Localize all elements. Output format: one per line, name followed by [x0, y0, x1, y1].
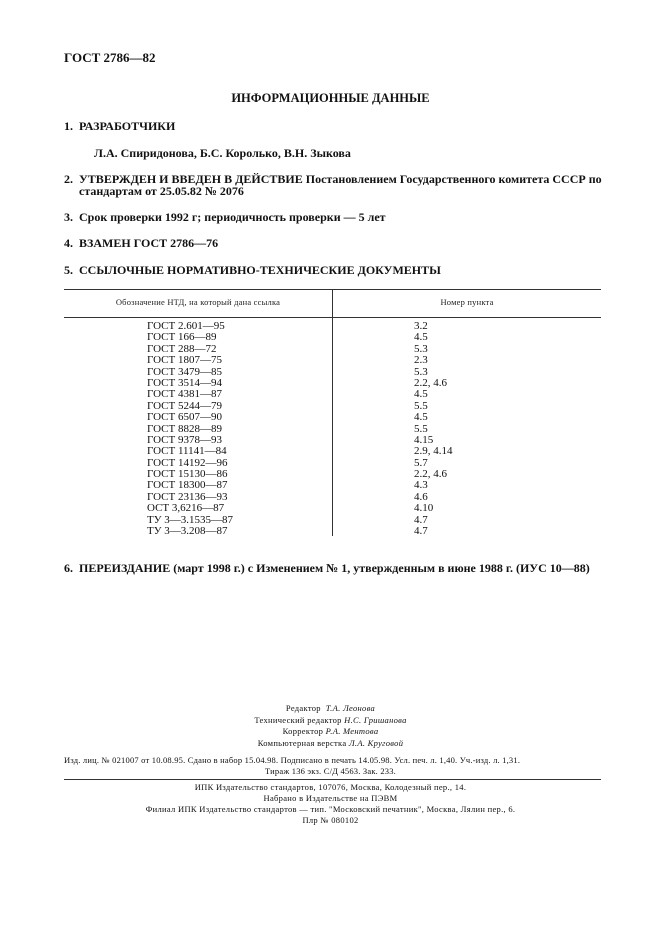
document-code: ГОСТ 2786—82	[64, 50, 156, 65]
footer-rule	[64, 779, 601, 780]
table-cell-document: ОСТ 3,6216—87	[147, 502, 225, 515]
credit-name: Т.А. Леонова	[325, 703, 376, 713]
section-text: ССЫЛОЧНЫЕ НОРМАТИВНО-ТЕХНИЧЕСКИЕ ДОКУМЕНТЫ	[79, 263, 441, 277]
credit-proofreader	[0, 726, 661, 738]
table-cell-clause: 4.7	[414, 525, 428, 538]
credit-tech-editor	[0, 715, 661, 727]
table-cell-clause: 5.5	[414, 422, 428, 435]
table-cell-document: ГОСТ 23136—93	[147, 490, 228, 503]
credit-name: Л.А. Круговой	[348, 737, 404, 748]
table-cell-clause: 5.5	[414, 399, 428, 412]
developers-list: Л.А. Спиридонова, Б.С. Королько, В.Н. Зыкова	[94, 146, 351, 160]
table-cell-document: ГОСТ 3479—85	[147, 365, 222, 378]
table-cell-document: ГОСТ 2.601—95	[147, 320, 225, 332]
table-cell-document: ГОСТ 15130—86	[147, 468, 228, 481]
section-5	[64, 263, 441, 278]
section-number: 6.	[64, 561, 73, 575]
table-column-divider	[332, 289, 333, 536]
table-cell-document: ГОСТ 5244—79	[147, 399, 222, 412]
table-cell-document: ГОСТ 166—89	[147, 331, 217, 344]
credit-role: Корректор	[282, 726, 324, 736]
table-header-document: Обозначение НТД, на который дана ссылка	[115, 297, 281, 307]
section-text: ВЗАМЕН ГОСТ 2786—76	[79, 236, 219, 250]
section-text: Срок проверки 1992 г; периодичность проверки — 5 лет	[79, 210, 386, 224]
publisher-line-3: Филиал ИПК Издательство стандартов — тип. "Московский печатник", Москва, Лялин пер., 6.	[145, 804, 516, 814]
table-cell-clause: 4.10	[414, 502, 434, 515]
table-cell-clause: 4.5	[414, 388, 428, 401]
table-cell-document: ТУ 3—3.208—87	[147, 525, 228, 538]
page-title: ИНФОРМАЦИОННЫЕ ДАННЫЕ	[231, 91, 430, 105]
table-cell-clause: 5.3	[414, 342, 428, 355]
section-6	[64, 561, 590, 576]
credit-layout	[0, 738, 661, 750]
reference-table	[64, 289, 601, 536]
section-text: УТВЕРЖДЕН И ВВЕДЕН В ДЕЙСТВИЕ Постановлением Государственного комитета СССР по	[79, 172, 602, 186]
section-number: 1.	[64, 119, 73, 133]
table-cell-clause: 2.2, 4.6	[414, 376, 447, 389]
table-cell-document: ГОСТ 9378—93	[147, 433, 222, 446]
section-number: 2.	[64, 172, 73, 186]
imprint-line-1: Изд. лиц. № 021007 от 10.08.95. Сдано в набор 15.04.98. Подписано в печать 14.05.98. Усл. печ. л. 1,40. Уч.-изд. л. 1,31.	[64, 755, 521, 765]
table-cell-clause: 2.3	[414, 354, 428, 367]
table-header-clause: Номер пункта	[440, 297, 494, 307]
table-cell-clause: 4.3	[414, 479, 428, 492]
credit-role: Компьютерная верстка	[257, 737, 347, 748]
credit-name: Р.А. Ментова	[325, 726, 379, 736]
table-cell-clause: 4.5	[414, 411, 428, 424]
section-1	[64, 119, 175, 134]
table-cell-clause: 4.15	[414, 433, 434, 446]
section-number: 3.	[64, 210, 73, 224]
clause-column	[414, 321, 453, 537]
table-cell-document: ГОСТ 4381—87	[147, 388, 222, 401]
table-cell-document: ГОСТ 1807—75	[147, 354, 222, 367]
table-cell-clause: 5.7	[414, 456, 428, 469]
table-cell-document: ГОСТ 288—72	[147, 342, 217, 355]
publisher-line-2: Набрано в Издательстве на ПЭВМ	[263, 793, 398, 803]
credit-role: Редактор	[285, 703, 321, 713]
section-number: 5.	[64, 263, 73, 277]
table-cell-clause: 4.6	[414, 490, 428, 503]
publisher-line-4: Плр № 080102	[302, 815, 359, 825]
section-text: РАЗРАБОТЧИКИ	[79, 119, 176, 133]
section-text: ПЕРЕИЗДАНИЕ (март 1998 г.) с Изменением № 1, утвержденным в июне 1988 г. (ИУС 10—88)	[79, 561, 590, 575]
table-cell-document: ГОСТ 6507—90	[147, 411, 222, 424]
table-cell-document: ГОСТ 3514—94	[147, 376, 222, 389]
imprint-line-2: Тираж 136 экз. С/Д 4563. Зак. 233.	[265, 766, 396, 776]
table-cell-document: ГОСТ 8828—89	[147, 422, 222, 435]
publisher-line-1: ИПК Издательство стандартов, 107076, Москва, Колодезный пер., 14.	[194, 782, 467, 792]
table-cell-clause: 2.2, 4.6	[414, 468, 447, 481]
section-4	[64, 236, 218, 251]
section-number: 4.	[64, 236, 73, 250]
table-cell-clause: 5.3	[414, 365, 428, 378]
table-cell-clause: 4.7	[414, 513, 428, 526]
table-cell-clause: 4.5	[414, 331, 428, 344]
credit-editor	[0, 703, 661, 715]
section-2-continuation: стандартам от 25.05.82 № 2076	[79, 184, 244, 198]
table-cell-document: ТУ 3—3.1535—87	[147, 513, 234, 526]
table-cell-document: ГОСТ 18300—87	[147, 479, 228, 492]
table-cell-clause: 2.9, 4.14	[414, 445, 453, 458]
table-cell-document: ГОСТ 11141—84	[147, 445, 227, 458]
table-cell-document: ГОСТ 14192—96	[147, 456, 228, 469]
credit-role: Технический редактор	[254, 714, 342, 725]
credit-name: Н.С. Гришанова	[344, 714, 407, 725]
section-3	[64, 210, 386, 225]
document-column	[147, 321, 233, 537]
table-cell-clause: 3.2	[414, 320, 428, 332]
